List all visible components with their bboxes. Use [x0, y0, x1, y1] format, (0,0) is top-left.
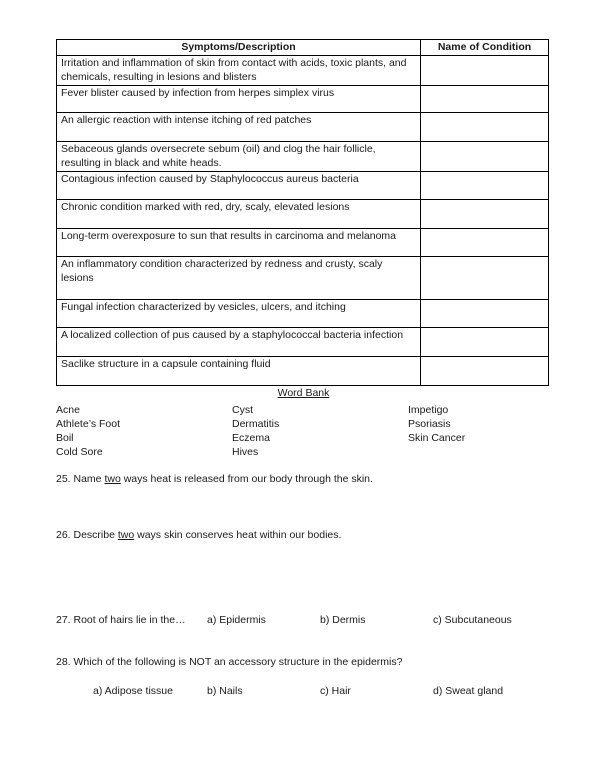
word-bank-item: Cyst [232, 404, 253, 416]
question-text: 25. Name [56, 473, 105, 485]
answer-option[interactable]: b) Dermis [320, 614, 366, 626]
table-row [57, 257, 549, 300]
table-row [57, 113, 549, 142]
word-bank-item: Cold Sore [56, 446, 103, 458]
answer-option[interactable]: a) Adipose tissue [93, 685, 173, 697]
question-text: ways skin conserves heat within our bodies. [134, 529, 342, 541]
word-bank-item: Acne [56, 404, 80, 416]
answer-option[interactable]: c) Hair [320, 685, 351, 697]
table-row [57, 328, 549, 357]
condition-answer-cell[interactable] [421, 200, 549, 229]
table-row [57, 200, 549, 229]
row-description: Saclike structure in a capsule containing fluid [57, 357, 421, 386]
answer-option[interactable]: d) Sweat gland [433, 685, 504, 697]
question-text: 26. Describe [56, 529, 118, 541]
word-bank-item: Eczema [232, 432, 270, 444]
row-description: Chronic condition marked with red, dry, scaly, elevated lesions [57, 200, 421, 229]
word-bank-item: Psoriasis [408, 418, 451, 430]
word-bank-column [232, 403, 279, 459]
condition-answer-cell[interactable] [421, 300, 549, 328]
word-bank-item: Boil [56, 432, 74, 444]
word-bank-item: Hives [232, 446, 259, 458]
header-symptoms: Symptoms/Description [57, 40, 421, 56]
conditions-table [56, 39, 549, 386]
answer-option[interactable]: b) Nails [207, 685, 243, 697]
word-bank-column [408, 403, 465, 445]
answer-option[interactable]: c) Subcutaneous [433, 614, 512, 626]
table-row [57, 86, 549, 113]
condition-answer-cell[interactable] [421, 113, 549, 142]
emphasis-word: two [117, 529, 135, 541]
table-row [57, 357, 549, 386]
row-description: Fungal infection characterized by vesicles, ulcers, and itching [57, 300, 421, 328]
condition-answer-cell[interactable] [421, 328, 549, 357]
question-28-stem: 28. Which of the following is NOT an accessory structure in the epidermis? [56, 656, 403, 668]
row-description: Irritation and inflammation of skin from contact with acids, toxic plants, and chemicals, resulting in lesions and blisters [57, 56, 421, 86]
condition-answer-cell[interactable] [421, 142, 549, 172]
question-26 [56, 529, 341, 541]
word-bank-column [56, 403, 120, 459]
condition-answer-cell[interactable] [421, 229, 549, 257]
table-row [57, 56, 549, 86]
word-bank-title: Word Bank [277, 387, 330, 399]
word-bank-item: Skin Cancer [408, 432, 466, 444]
row-description: An allergic reaction with intense itching of red patches [57, 113, 421, 142]
table-row [57, 229, 549, 257]
question-27-stem: 27. Root of hairs lie in the… [56, 614, 186, 626]
word-bank-item: Athlete’s Foot [56, 418, 121, 430]
table-row [57, 300, 549, 328]
word-bank-item: Dermatitis [232, 418, 280, 430]
row-description: An inflammatory condition characterized by redness and crusty, scaly lesions [57, 257, 421, 300]
table-row [57, 142, 549, 172]
row-description: A localized collection of pus caused by a staphylococcal bacteria infection [57, 328, 421, 357]
table-row [57, 172, 549, 200]
header-condition: Name of Condition [421, 40, 549, 56]
condition-answer-cell[interactable] [421, 56, 549, 86]
answer-option[interactable]: a) Epidermis [207, 614, 266, 626]
row-description: Fever blister caused by infection from herpes simplex virus [57, 86, 421, 113]
row-description: Sebaceous glands oversecrete sebum (oil) and clog the hair follicle, resulting in black and white heads. [57, 142, 421, 172]
condition-answer-cell[interactable] [421, 172, 549, 200]
condition-answer-cell[interactable] [421, 257, 549, 300]
table-header-row [57, 40, 549, 56]
question-text: ways heat is released from our body through the skin. [120, 473, 373, 485]
condition-answer-cell[interactable] [421, 86, 549, 113]
word-bank-item: Impetigo [408, 404, 449, 416]
condition-answer-cell[interactable] [421, 357, 549, 386]
row-description: Contagious infection caused by Staphylococcus aureus bacteria [57, 172, 421, 200]
row-description: Long-term overexposure to sun that results in carcinoma and melanoma [57, 229, 421, 257]
question-25 [56, 473, 373, 485]
emphasis-word: two [104, 473, 121, 485]
